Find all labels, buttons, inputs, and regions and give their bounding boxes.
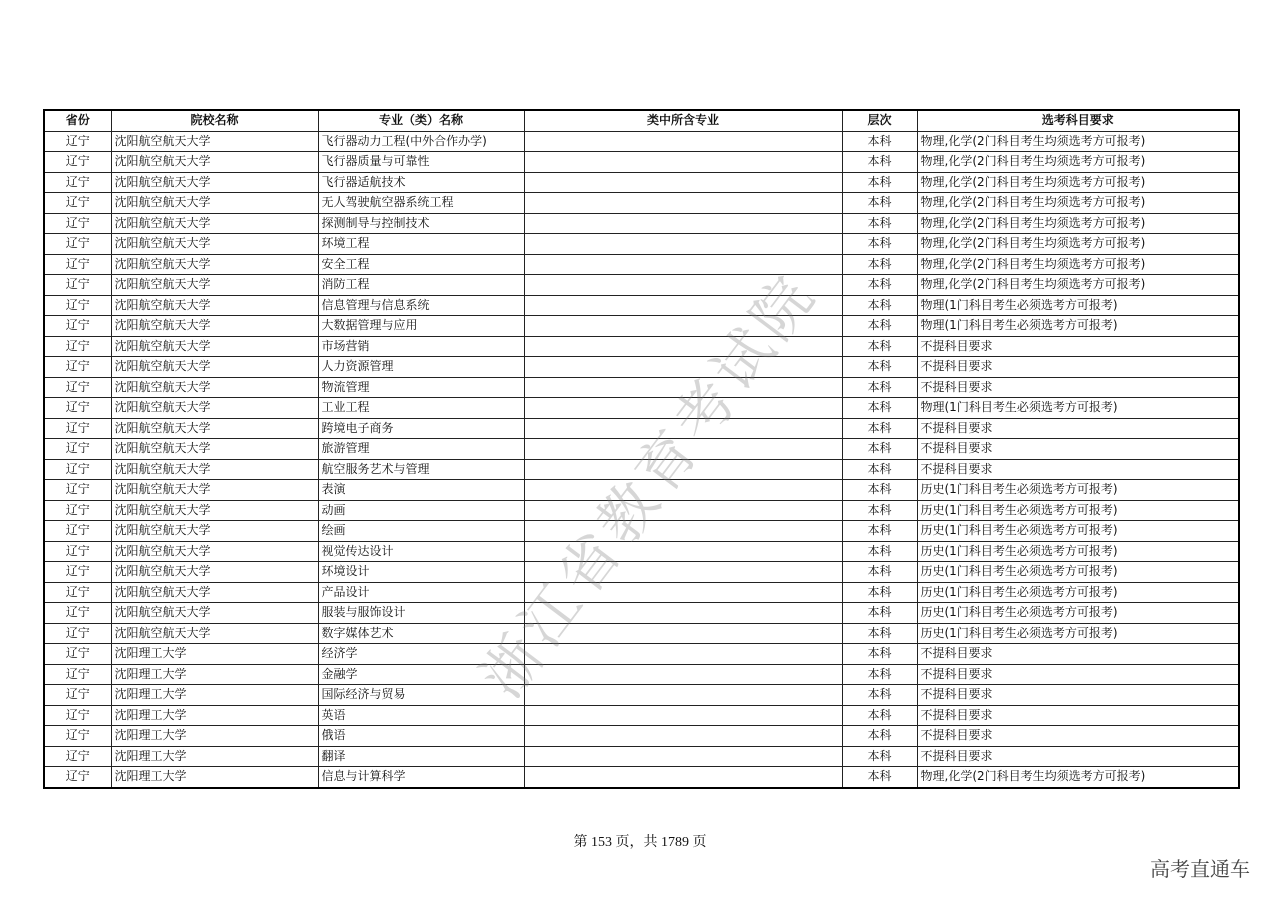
cell-school: 沈阳航空航天大学 (111, 336, 318, 357)
cell-requirement: 不提科目要求 (917, 705, 1239, 726)
cell-level: 本科 (842, 726, 917, 747)
cell-school: 沈阳理工大学 (111, 726, 318, 747)
cell-province: 辽宁 (44, 275, 111, 296)
header-sub-majors: 类中所含专业 (524, 110, 842, 131)
table-row (44, 644, 1239, 665)
cell-level: 本科 (842, 439, 917, 460)
cell-province: 辽宁 (44, 685, 111, 706)
cell-sub-majors (524, 418, 842, 439)
cell-school: 沈阳航空航天大学 (111, 152, 318, 173)
cell-sub-majors (524, 582, 842, 603)
cell-sub-majors (524, 295, 842, 316)
cell-school: 沈阳航空航天大学 (111, 500, 318, 521)
cell-school: 沈阳理工大学 (111, 664, 318, 685)
table-row (44, 726, 1239, 747)
table-row (44, 131, 1239, 152)
cell-province: 辽宁 (44, 254, 111, 275)
cell-requirement: 不提科目要求 (917, 459, 1239, 480)
cell-sub-majors (524, 685, 842, 706)
table-row (44, 213, 1239, 234)
cell-level: 本科 (842, 767, 917, 788)
cell-province: 辽宁 (44, 664, 111, 685)
cell-requirement: 物理(1门科目考生必须选考方可报考) (917, 295, 1239, 316)
cell-school: 沈阳理工大学 (111, 644, 318, 665)
table-row (44, 193, 1239, 214)
cell-province: 辽宁 (44, 295, 111, 316)
cell-level: 本科 (842, 623, 917, 644)
cell-sub-majors (524, 131, 842, 152)
table-row (44, 541, 1239, 562)
cell-requirement: 不提科目要求 (917, 418, 1239, 439)
table-row (44, 480, 1239, 501)
cell-requirement: 物理,化学(2门科目考生均须选考方可报考) (917, 767, 1239, 788)
cell-major: 航空服务艺术与管理 (318, 459, 524, 480)
cell-level: 本科 (842, 541, 917, 562)
watermark: 浙江省教育考试院 (467, 260, 831, 710)
cell-sub-majors (524, 459, 842, 480)
cell-level: 本科 (842, 644, 917, 665)
cell-level: 本科 (842, 746, 917, 767)
cell-sub-majors (524, 377, 842, 398)
cell-requirement: 不提科目要求 (917, 357, 1239, 378)
cell-sub-majors (524, 644, 842, 665)
cell-major: 工业工程 (318, 398, 524, 419)
cell-sub-majors (524, 767, 842, 788)
cell-province: 辽宁 (44, 705, 111, 726)
cell-school: 沈阳航空航天大学 (111, 398, 318, 419)
cell-requirement: 历史(1门科目考生必须选考方可报考) (917, 480, 1239, 501)
cell-province: 辽宁 (44, 439, 111, 460)
cell-province: 辽宁 (44, 541, 111, 562)
cell-school: 沈阳航空航天大学 (111, 439, 318, 460)
cell-major: 旅游管理 (318, 439, 524, 460)
table-row (44, 295, 1239, 316)
cell-school: 沈阳航空航天大学 (111, 541, 318, 562)
table-row (44, 623, 1239, 644)
cell-requirement: 历史(1门科目考生必须选考方可报考) (917, 623, 1239, 644)
cell-sub-majors (524, 193, 842, 214)
cell-sub-majors (524, 480, 842, 501)
cell-level: 本科 (842, 316, 917, 337)
cell-requirement: 历史(1门科目考生必须选考方可报考) (917, 541, 1239, 562)
cell-level: 本科 (842, 685, 917, 706)
cell-province: 辽宁 (44, 500, 111, 521)
table-body (44, 131, 1239, 788)
table-row (44, 459, 1239, 480)
cell-province: 辽宁 (44, 316, 111, 337)
table-row (44, 418, 1239, 439)
cell-province: 辽宁 (44, 193, 111, 214)
cell-level: 本科 (842, 398, 917, 419)
cell-major: 飞行器适航技术 (318, 172, 524, 193)
cell-sub-majors (524, 357, 842, 378)
cell-requirement: 物理,化学(2门科目考生均须选考方可报考) (917, 131, 1239, 152)
cell-level: 本科 (842, 172, 917, 193)
cell-province: 辽宁 (44, 521, 111, 542)
cell-level: 本科 (842, 705, 917, 726)
cell-level: 本科 (842, 295, 917, 316)
cell-level: 本科 (842, 193, 917, 214)
cell-requirement: 不提科目要求 (917, 685, 1239, 706)
table-row (44, 336, 1239, 357)
cell-sub-majors (524, 664, 842, 685)
table-row (44, 439, 1239, 460)
cell-major: 探测制导与控制技术 (318, 213, 524, 234)
cell-sub-majors (524, 234, 842, 255)
cell-province: 辽宁 (44, 726, 111, 747)
cell-level: 本科 (842, 603, 917, 624)
table-row (44, 377, 1239, 398)
cell-school: 沈阳理工大学 (111, 685, 318, 706)
cell-province: 辽宁 (44, 767, 111, 788)
cell-school: 沈阳理工大学 (111, 705, 318, 726)
cell-province: 辽宁 (44, 234, 111, 255)
cell-requirement: 物理,化学(2门科目考生均须选考方可报考) (917, 172, 1239, 193)
cell-province: 辽宁 (44, 172, 111, 193)
cell-school: 沈阳航空航天大学 (111, 459, 318, 480)
cell-province: 辽宁 (44, 131, 111, 152)
cell-level: 本科 (842, 500, 917, 521)
table-row (44, 500, 1239, 521)
table-header (44, 110, 1239, 131)
cell-level: 本科 (842, 480, 917, 501)
cell-province: 辽宁 (44, 418, 111, 439)
cell-province: 辽宁 (44, 357, 111, 378)
table-row (44, 316, 1239, 337)
cell-level: 本科 (842, 459, 917, 480)
cell-sub-majors (524, 521, 842, 542)
cell-major: 视觉传达设计 (318, 541, 524, 562)
cell-major: 信息管理与信息系统 (318, 295, 524, 316)
table-row (44, 562, 1239, 583)
cell-major: 国际经济与贸易 (318, 685, 524, 706)
cell-major: 俄语 (318, 726, 524, 747)
cell-level: 本科 (842, 664, 917, 685)
cell-sub-majors (524, 275, 842, 296)
cell-province: 辽宁 (44, 152, 111, 173)
cell-major: 无人驾驶航空器系统工程 (318, 193, 524, 214)
cell-major: 英语 (318, 705, 524, 726)
cell-requirement: 不提科目要求 (917, 336, 1239, 357)
header-requirement: 选考科目要求 (917, 110, 1239, 131)
cell-level: 本科 (842, 275, 917, 296)
table-row (44, 254, 1239, 275)
cell-province: 辽宁 (44, 623, 111, 644)
header-level: 层次 (842, 110, 917, 131)
cell-sub-majors (524, 152, 842, 173)
cell-province: 辽宁 (44, 213, 111, 234)
table-row (44, 398, 1239, 419)
cell-school: 沈阳理工大学 (111, 746, 318, 767)
cell-sub-majors (524, 705, 842, 726)
cell-requirement: 物理,化学(2门科目考生均须选考方可报考) (917, 254, 1239, 275)
cell-major: 翻译 (318, 746, 524, 767)
cell-school: 沈阳航空航天大学 (111, 234, 318, 255)
cell-level: 本科 (842, 418, 917, 439)
table-row (44, 234, 1239, 255)
cell-school: 沈阳航空航天大学 (111, 603, 318, 624)
cell-province: 辽宁 (44, 644, 111, 665)
cell-requirement: 物理(1门科目考生必须选考方可报考) (917, 316, 1239, 337)
cell-major: 物流管理 (318, 377, 524, 398)
cell-sub-majors (524, 726, 842, 747)
cell-requirement: 不提科目要求 (917, 726, 1239, 747)
table-row (44, 767, 1239, 788)
cell-major: 金融学 (318, 664, 524, 685)
table-row (44, 152, 1239, 173)
cell-sub-majors (524, 254, 842, 275)
cell-major: 产品设计 (318, 582, 524, 603)
cell-school: 沈阳航空航天大学 (111, 623, 318, 644)
cell-level: 本科 (842, 377, 917, 398)
cell-school: 沈阳航空航天大学 (111, 213, 318, 234)
cell-requirement: 物理,化学(2门科目考生均须选考方可报考) (917, 213, 1239, 234)
cell-level: 本科 (842, 254, 917, 275)
cell-major: 飞行器质量与可靠性 (318, 152, 524, 173)
cell-requirement: 物理,化学(2门科目考生均须选考方可报考) (917, 234, 1239, 255)
cell-province: 辽宁 (44, 459, 111, 480)
cell-sub-majors (524, 316, 842, 337)
cell-school: 沈阳航空航天大学 (111, 562, 318, 583)
cell-sub-majors (524, 746, 842, 767)
cell-major: 环境设计 (318, 562, 524, 583)
cell-major: 信息与计算科学 (318, 767, 524, 788)
cell-school: 沈阳航空航天大学 (111, 521, 318, 542)
table-row (44, 705, 1239, 726)
cell-school: 沈阳理工大学 (111, 767, 318, 788)
cell-requirement: 物理,化学(2门科目考生均须选考方可报考) (917, 152, 1239, 173)
table-row (44, 603, 1239, 624)
cell-province: 辽宁 (44, 582, 111, 603)
cell-major: 消防工程 (318, 275, 524, 296)
header-school: 院校名称 (111, 110, 318, 131)
cell-sub-majors (524, 541, 842, 562)
cell-province: 辽宁 (44, 603, 111, 624)
cell-province: 辽宁 (44, 377, 111, 398)
cell-school: 沈阳航空航天大学 (111, 418, 318, 439)
cell-major: 飞行器动力工程(中外合作办学) (318, 131, 524, 152)
header-major: 专业（类）名称 (318, 110, 524, 131)
cell-province: 辽宁 (44, 336, 111, 357)
table-row (44, 275, 1239, 296)
cell-sub-majors (524, 213, 842, 234)
cell-school: 沈阳航空航天大学 (111, 316, 318, 337)
cell-province: 辽宁 (44, 398, 111, 419)
cell-requirement: 不提科目要求 (917, 439, 1239, 460)
cell-level: 本科 (842, 152, 917, 173)
table-row (44, 685, 1239, 706)
cell-sub-majors (524, 623, 842, 644)
cell-sub-majors (524, 562, 842, 583)
cell-sub-majors (524, 603, 842, 624)
cell-requirement: 物理(1门科目考生必须选考方可报考) (917, 398, 1239, 419)
cell-requirement: 不提科目要求 (917, 377, 1239, 398)
header-row (44, 110, 1239, 131)
table-row (44, 746, 1239, 767)
cell-major: 经济学 (318, 644, 524, 665)
cell-major: 表演 (318, 480, 524, 501)
cell-sub-majors (524, 439, 842, 460)
brand-logo-text: 高考直通车 (1150, 857, 1250, 881)
cell-major: 动画 (318, 500, 524, 521)
cell-major: 市场营销 (318, 336, 524, 357)
cell-major: 数字媒体艺术 (318, 623, 524, 644)
cell-level: 本科 (842, 357, 917, 378)
cell-level: 本科 (842, 562, 917, 583)
cell-school: 沈阳航空航天大学 (111, 172, 318, 193)
cell-level: 本科 (842, 234, 917, 255)
cell-level: 本科 (842, 521, 917, 542)
cell-province: 辽宁 (44, 562, 111, 583)
cell-requirement: 历史(1门科目考生必须选考方可报考) (917, 603, 1239, 624)
table-row (44, 172, 1239, 193)
cell-requirement: 物理,化学(2门科目考生均须选考方可报考) (917, 275, 1239, 296)
admission-requirements-table (43, 109, 1240, 789)
cell-school: 沈阳航空航天大学 (111, 254, 318, 275)
cell-province: 辽宁 (44, 746, 111, 767)
table-row (44, 664, 1239, 685)
cell-school: 沈阳航空航天大学 (111, 193, 318, 214)
cell-requirement: 历史(1门科目考生必须选考方可报考) (917, 582, 1239, 603)
table-row (44, 521, 1239, 542)
cell-sub-majors (524, 336, 842, 357)
cell-level: 本科 (842, 213, 917, 234)
cell-school: 沈阳航空航天大学 (111, 295, 318, 316)
cell-major: 服装与服饰设计 (318, 603, 524, 624)
cell-requirement: 不提科目要求 (917, 664, 1239, 685)
cell-school: 沈阳航空航天大学 (111, 275, 318, 296)
cell-major: 跨境电子商务 (318, 418, 524, 439)
cell-major: 人力资源管理 (318, 357, 524, 378)
cell-school: 沈阳航空航天大学 (111, 357, 318, 378)
cell-requirement: 历史(1门科目考生必须选考方可报考) (917, 562, 1239, 583)
cell-requirement: 不提科目要求 (917, 644, 1239, 665)
cell-school: 沈阳航空航天大学 (111, 377, 318, 398)
cell-level: 本科 (842, 582, 917, 603)
cell-requirement: 不提科目要求 (917, 746, 1239, 767)
cell-school: 沈阳航空航天大学 (111, 480, 318, 501)
cell-sub-majors (524, 172, 842, 193)
cell-sub-majors (524, 398, 842, 419)
table-row (44, 582, 1239, 603)
cell-school: 沈阳航空航天大学 (111, 131, 318, 152)
cell-sub-majors (524, 500, 842, 521)
cell-major: 环境工程 (318, 234, 524, 255)
cell-school: 沈阳航空航天大学 (111, 582, 318, 603)
cell-requirement: 物理,化学(2门科目考生均须选考方可报考) (917, 193, 1239, 214)
cell-major: 绘画 (318, 521, 524, 542)
cell-requirement: 历史(1门科目考生必须选考方可报考) (917, 500, 1239, 521)
cell-level: 本科 (842, 131, 917, 152)
cell-major: 大数据管理与应用 (318, 316, 524, 337)
cell-requirement: 历史(1门科目考生必须选考方可报考) (917, 521, 1239, 542)
cell-province: 辽宁 (44, 480, 111, 501)
header-province: 省份 (44, 110, 111, 131)
page-number: 第 153 页，共 1789 页 (573, 835, 707, 850)
cell-major: 安全工程 (318, 254, 524, 275)
cell-level: 本科 (842, 336, 917, 357)
table-row (44, 357, 1239, 378)
